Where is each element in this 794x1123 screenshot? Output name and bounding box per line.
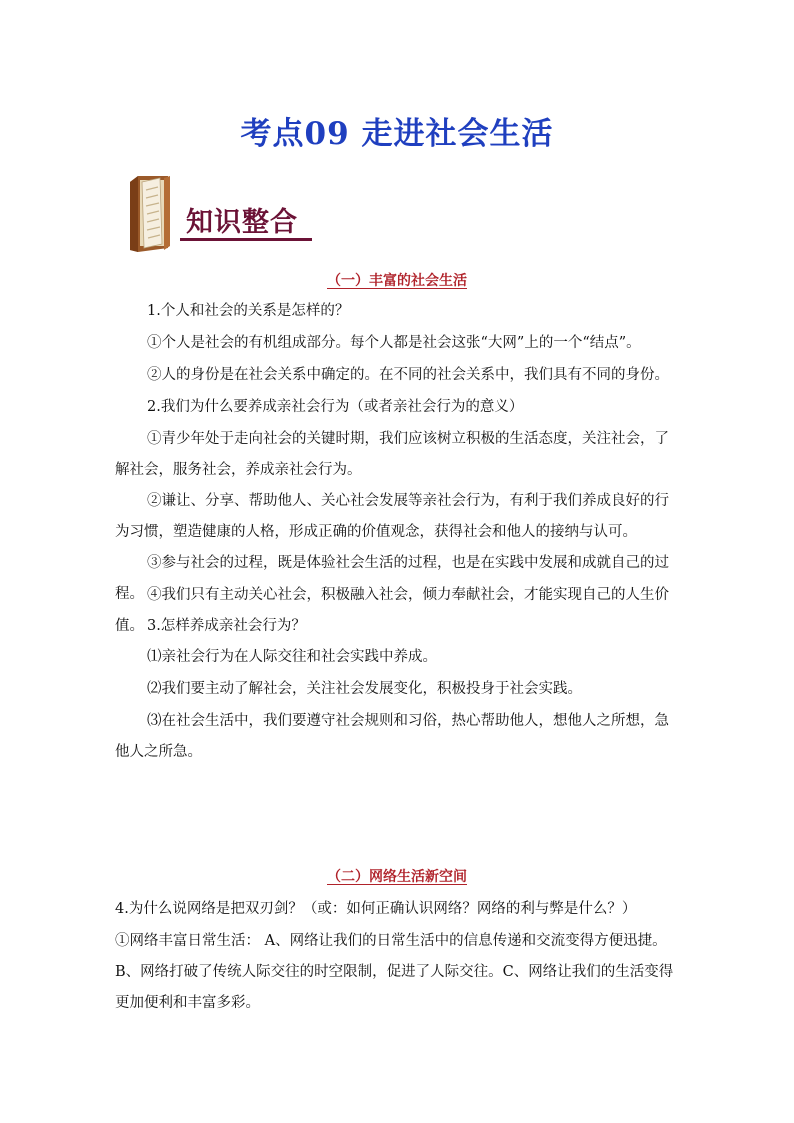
question-paragraph: 3.怎样养成亲社会行为？	[147, 618, 306, 634]
section-heading: （二）网络生活新空间	[327, 869, 467, 885]
answer-paragraph: ③参与社会的过程，既是体验社会生活的过程，也是在实践中发展和成就自己的过程。	[115, 555, 669, 602]
answer-paragraph: ⑵我们要主动了解社会，关注社会发展变化，积极投身于社会实践。	[147, 681, 582, 697]
answer-paragraph: ⑶在社会生活中，我们要遵守社会规则和习俗，热心帮助他人，想他人之所想，急他人之所急。	[115, 713, 669, 760]
banner-label: 知识整合	[186, 207, 298, 238]
question-paragraph: 4.为什么说网络是把双刃剑？（或：如何正确认识网络？网络的利与弊是什么？）	[115, 901, 637, 917]
answer-paragraph: ④我们只有主动关心社会，积极融入社会，倾力奉献社会，才能实现自己的人生价值。	[115, 587, 669, 634]
question-paragraph: 2.我们为什么要养成亲社会行为（或者亲社会行为的意义）	[147, 399, 524, 415]
answer-paragraph: ②人的身份是在社会关系中确定的。在不同的社会关系中，我们具有不同的身份。	[147, 367, 669, 383]
page-title: 考点09 走进社会生活	[240, 116, 554, 152]
answer-paragraph: ⑴亲社会行为在人际交往和社会实践中养成。	[147, 649, 437, 665]
answer-paragraph: ①青少年处于走向社会的关键时期，我们应该树立积极的生活态度，关注社会，了解社会，服务社会，养成亲社会行为。	[115, 431, 669, 478]
banner-underline	[180, 238, 312, 241]
answer-paragraph: ①个人是社会的有机组成部分。每个人都是社会这张“大网”上的一个“结点”。	[147, 335, 641, 351]
section-heading: （一）丰富的社会生活	[327, 273, 467, 289]
answer-paragraph: ①网络丰富日常生活： A、网络让我们的日常生活中的信息传递和交流变得方便迅捷。B、网络打破了传统人际交往的时空限制，促进了人际交往。C、网络让我们的生活变得更加便利和丰富多彩。	[115, 933, 674, 1011]
section-banner	[124, 172, 324, 254]
answer-paragraph: ②谦让、分享、帮助他人、关心社会发展等亲社会行为，有利于我们养成良好的行为习惯，塑造健康的人格，形成正确的价值观念，获得社会和他人的接纳与认可。	[115, 493, 669, 540]
book-icon	[124, 172, 184, 254]
question-paragraph: 1.个人和社会的关系是怎样的？	[147, 303, 350, 319]
